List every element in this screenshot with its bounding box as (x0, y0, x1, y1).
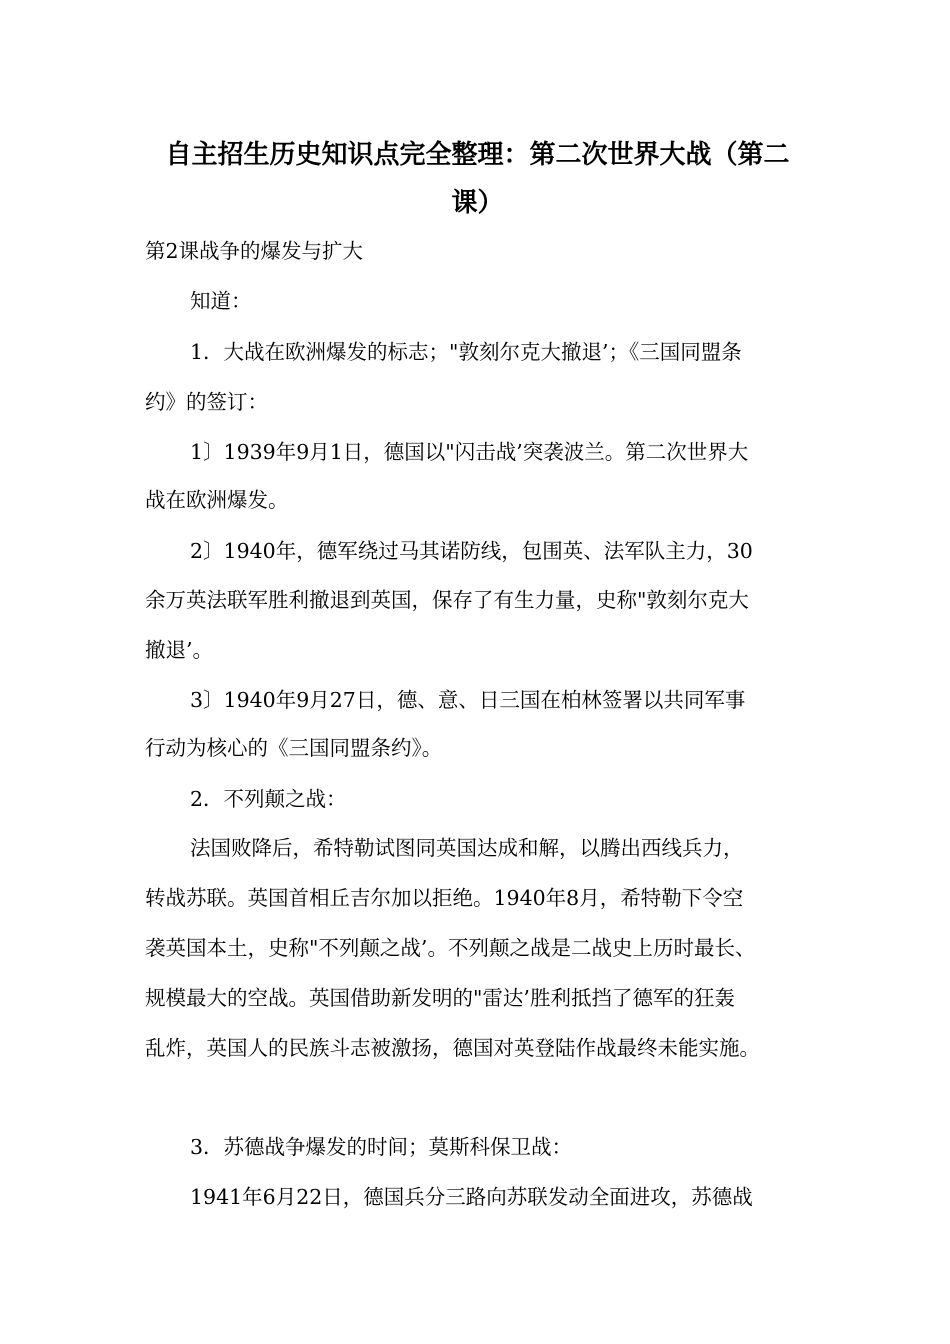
body-line: 袭英国本土，史称"不列颠之战’。不列颠之战是二战史上历时最长、 (145, 936, 756, 960)
page-title-line-2: 课） (451, 188, 504, 218)
body-line: 3〕1940年9月27日，德、意、日三国在柏林签署以共同军事 (190, 688, 746, 712)
body-line: 2〕1940年，德军绕过马其诺防线，包围英、法军队主力，30 (190, 539, 753, 563)
body-line: 转战苏联。英国首相丘吉尔加以拒绝。1940年8月，希特勒下令空 (145, 886, 744, 910)
body-line: 1．大战在欧洲爆发的标志；"敦刻尔克大撤退’；《三国同盟条 (190, 340, 742, 364)
body-line: 行动为核心的《三国同盟条约》。 (145, 736, 443, 760)
body-line: 1941年6月22日，德国兵分三路向苏联发动全面进攻，苏德战 (190, 1185, 753, 1209)
body-line: 1〕1939年9月1日，德国以"闪击战’突袭波兰。第二次世界大 (190, 440, 749, 464)
body-line: 战在欧洲爆发。 (145, 488, 289, 512)
body-line: 知道： (190, 289, 252, 313)
body-line: 规模最大的空战。英国借助新发明的"雷达’胜利抵挡了德军的狂轰 (145, 986, 735, 1010)
body-line: 法国败降后，希特勒试图同英国达成和解，以腾出西线兵力， (190, 836, 744, 860)
body-line: 乱炸，英国人的民族斗志被激扬，德国对英登陆作战最终未能实施。 (145, 1036, 760, 1060)
body-line: 3．苏德战争爆发的时间；莫斯科保卫战： (190, 1135, 573, 1159)
body-line: 约》的签订： (145, 390, 268, 414)
page-title-line-1: 自主招生历史知识点完全整理：第二次世界大战（第二 (165, 140, 790, 170)
section-heading: 第2课战争的爆发与扩大 (145, 239, 364, 263)
body-line: 2．不列颠之战： (190, 787, 347, 811)
body-line: 余万英法联军胜利撤退到英国，保存了有生力量，史称"敦刻尔克大 (145, 588, 749, 612)
body-line: 撤退’。 (145, 638, 214, 662)
